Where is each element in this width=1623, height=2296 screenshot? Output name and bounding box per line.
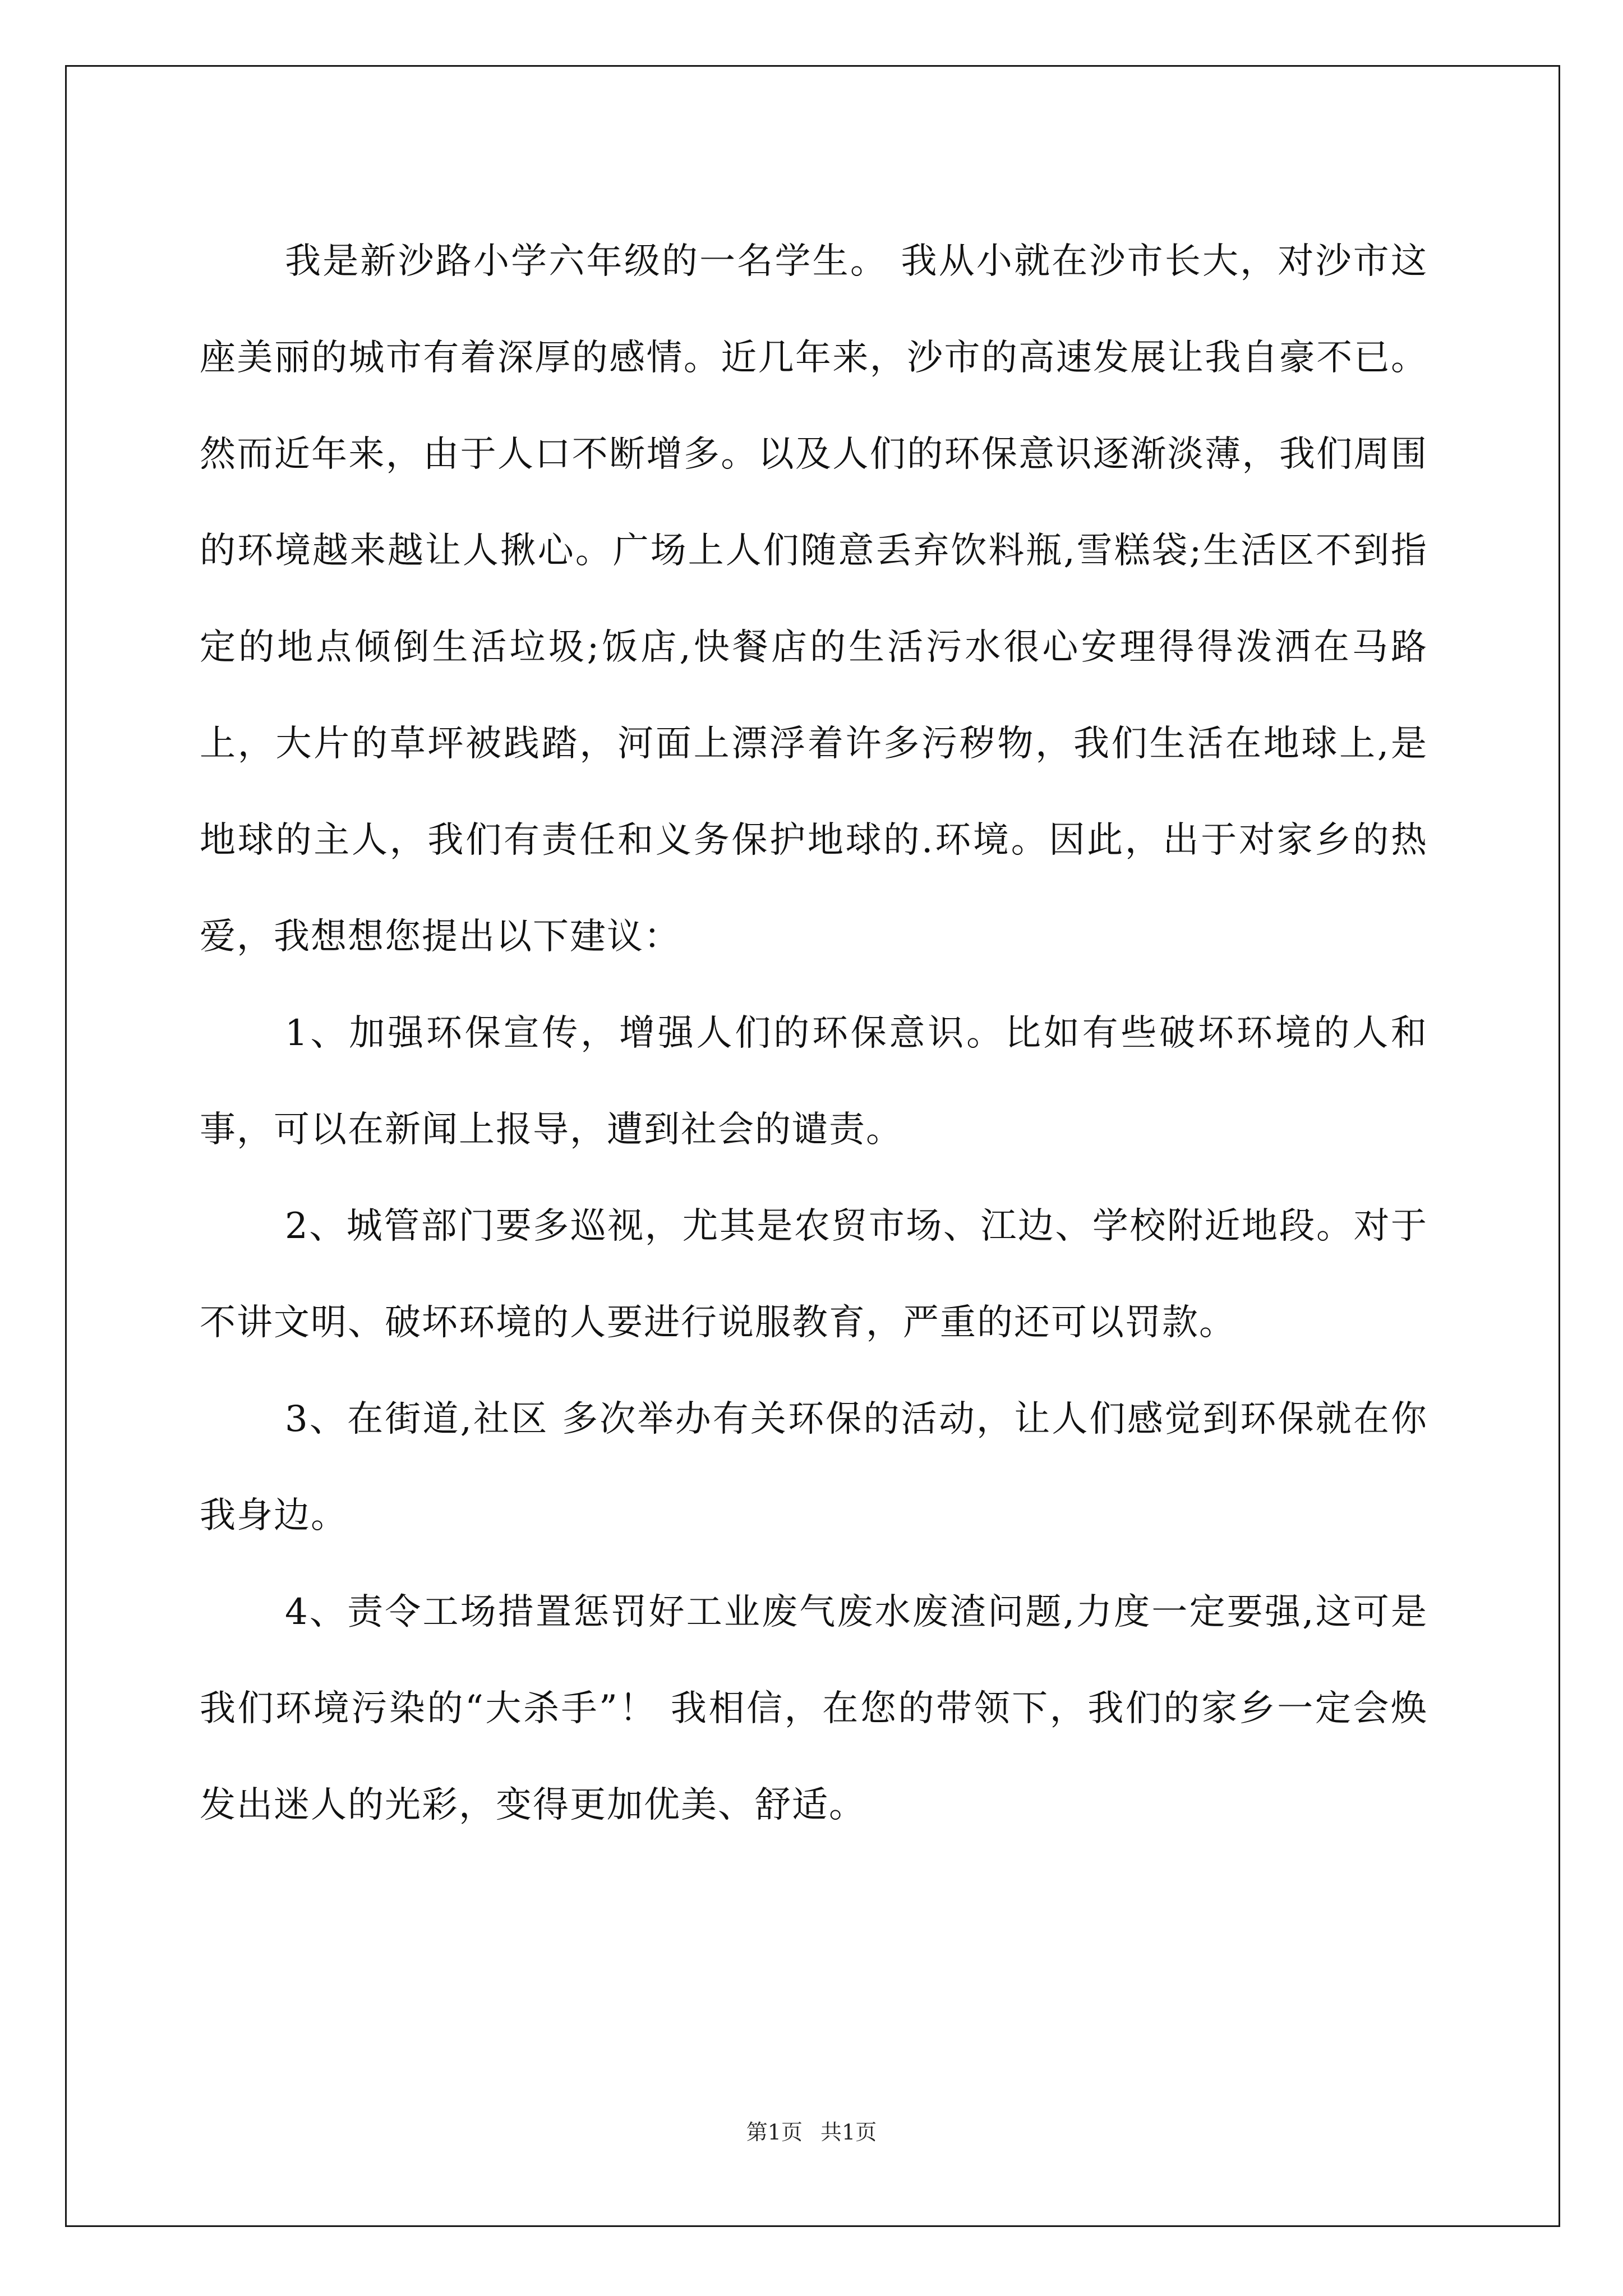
- page-footer: [0, 2115, 1623, 2146]
- paragraph-suggestion-2: 2、城管部门要多巡视，尤其是农贸市场、江边、学校附近地段。对于不讲文明、破坏环境的人要进行说服教育，严重的还可以罚款。: [200, 1205, 1428, 1343]
- paragraph-suggestion-3: 3、在街道,社区 多次举办有关环保的活动，让人们感觉到环保就在你我身边。: [200, 1398, 1428, 1536]
- paragraph-intro: 我是新沙路小学六年级的一名学生。 我从小就在沙市长大，对沙市这座美丽的城市有着深厚的感情。近几年来，沙市的高速发展让我自豪不已。然而近年来，由于人口不断增多。以及人们的环保意识逐渐淡薄，我们周围的环境越来越让人揪心。广场上人们随意丢弃饮料瓶,雪糕袋;生活区不到指定的地点倾倒生活垃圾;饭店,快餐店的生活污水很心安理得得泼洒在马路上，大片的草坪被践踏，河面上漂浮着许多污秽物，我们生活在地球上,是地球的主人，我们有责任和义务保护地球的.环境。因此，出于对家乡的热爱，我想想您提出以下建议：: [200, 241, 1428, 958]
- total-pages: 共1页: [820, 2120, 877, 2145]
- paragraph-suggestion-4: 4、责令工场措置惩罚好工业废气废水废渣问题,力度一定要强,这可是我们环境污染的“大杀手”！ 我相信，在您的带领下，我们的家乡一定会焕发出迷人的光彩，变得更加优美、舒适。: [200, 1591, 1428, 1826]
- paragraph-suggestion-1: 1、加强环保宣传，增强人们的环保意识。比如有些破坏环境的人和事，可以在新闻上报导，遭到社会的谴责。: [200, 1013, 1428, 1151]
- page-number: 第1页: [746, 2120, 803, 2145]
- document-body: [200, 213, 1428, 1853]
